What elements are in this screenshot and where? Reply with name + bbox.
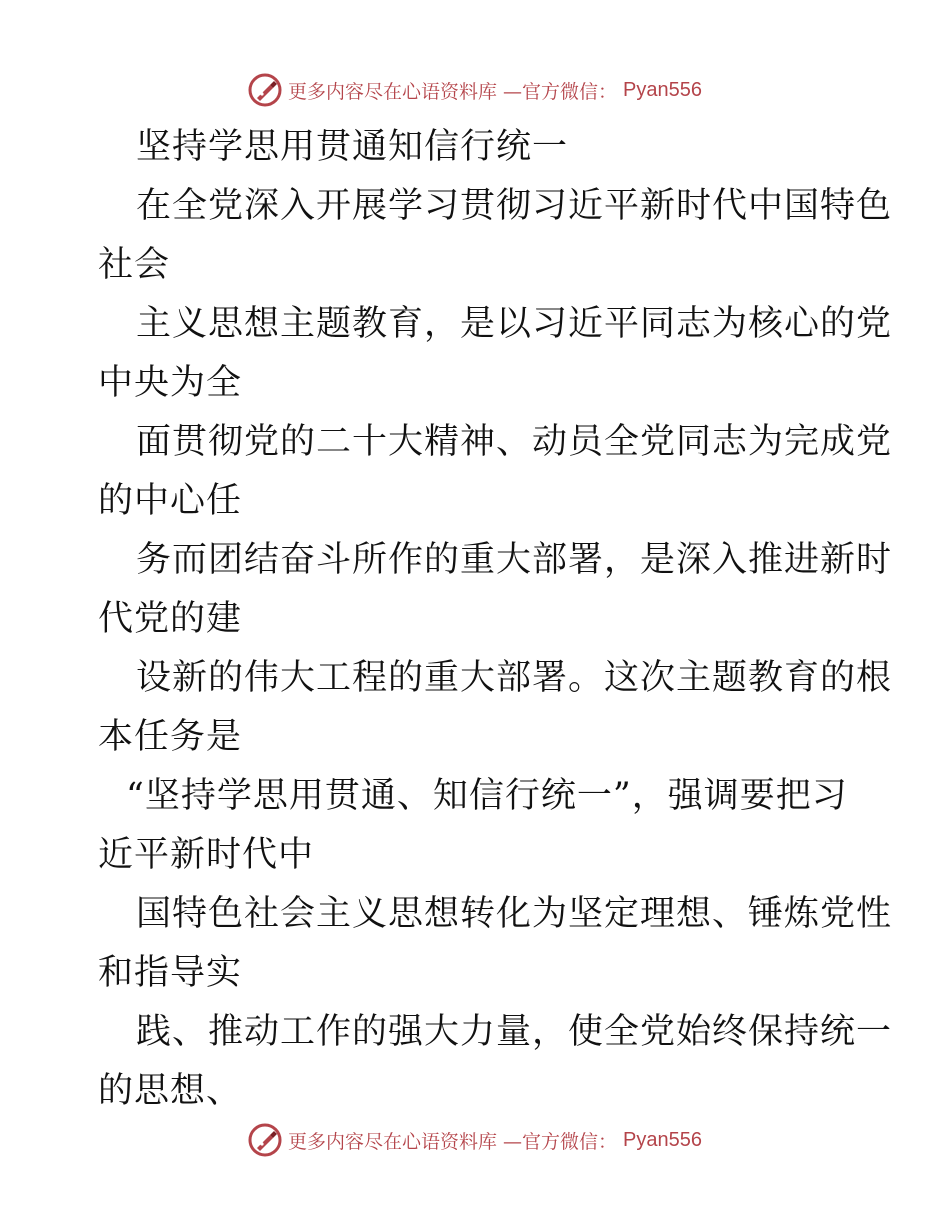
text-line: 在全党深入开展学习贯彻习近平新时代中国特色 (136, 186, 893, 226)
text-line: 主义思想主题教育，是以习近平同志为核心的党 (136, 304, 893, 344)
text-line: “坚持学思用贯通、知信行统一”，强调要把习 (126, 776, 848, 816)
text-line: 中央为全 (98, 363, 243, 403)
text-line: 面贯彻党的二十大精神、动员全党同志为完成党 (136, 422, 893, 462)
text-line: 设新的伟大工程的重大部署。这次主题教育的根 (136, 658, 893, 698)
document-body (98, 118, 893, 1121)
text-line: 的思想、 (98, 1071, 243, 1111)
text-line: 践、推动工作的强大力量，使全党始终保持统一 (136, 1012, 893, 1052)
watermark-sub-text: —官方微信： (503, 80, 618, 103)
text-line: 本任务是 (98, 717, 243, 757)
pen-nib-icon (248, 73, 282, 107)
text-line: 近平新时代中 (98, 835, 315, 875)
text-line: 社会 (98, 245, 171, 285)
text-line: 国特色社会主义思想转化为坚定理想、锤炼党性 (136, 894, 893, 934)
pen-nib-icon (248, 1123, 282, 1157)
watermark-id-text: Pyan556 (623, 78, 702, 101)
text-line: 代党的建 (98, 599, 243, 639)
text-line: 务而团结奋斗所作的重大部署，是深入推进新时 (136, 540, 893, 580)
watermark-sub-text: —官方微信： (503, 1130, 618, 1153)
text-line: 和指导实 (98, 953, 243, 993)
watermark-main-text: 更多内容尽在心语资料库 (288, 1130, 498, 1153)
watermark-id-text: Pyan556 (623, 1128, 702, 1151)
document-title: 坚持学思用贯通知信行统一 (136, 127, 569, 167)
text-line: 的中心任 (98, 481, 243, 521)
footer-watermark (0, 1120, 950, 1160)
watermark-main-text: 更多内容尽在心语资料库 (288, 80, 498, 103)
header-watermark (0, 70, 950, 110)
